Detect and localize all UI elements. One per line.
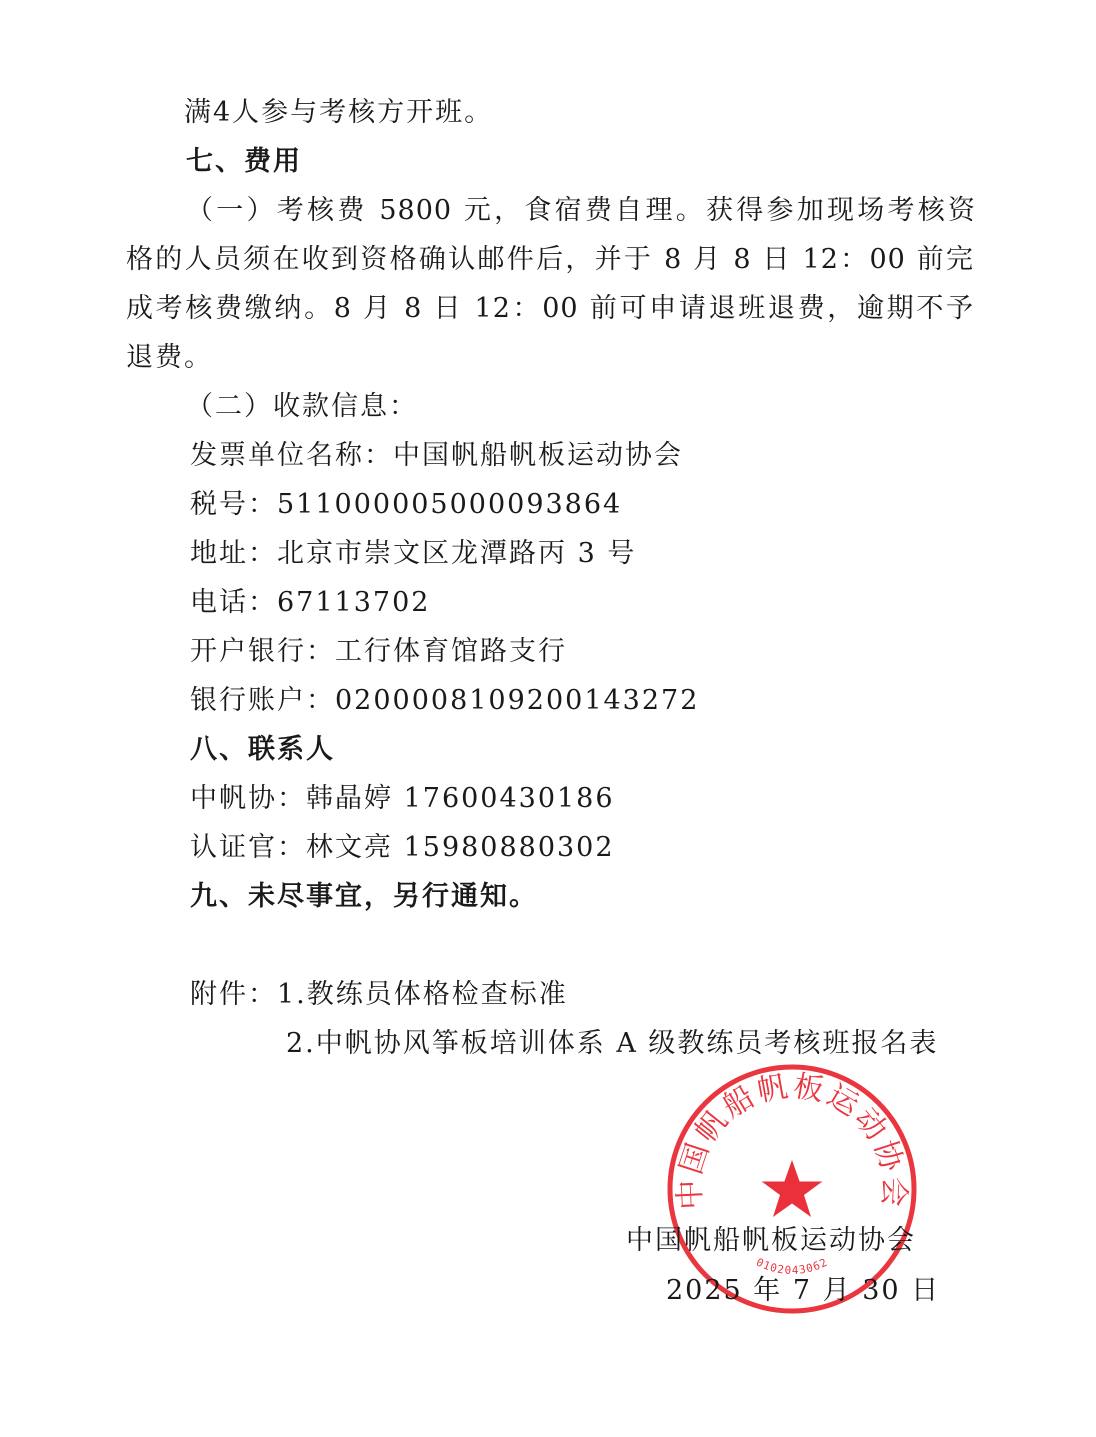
tax-id: 税号：511000005000093864 bbox=[190, 489, 623, 520]
seal-star-icon bbox=[762, 1160, 823, 1217]
signature-organization: 中国帆船帆板运动协会 bbox=[626, 1225, 916, 1256]
signature-date: 2025 年 7 月 30 日 bbox=[666, 1275, 941, 1306]
address: 地址：北京市崇文区龙潭路丙 3 号 bbox=[190, 538, 637, 569]
heading-other-matters: 九、未尽事宜，另行通知。 bbox=[190, 881, 538, 912]
attachment-2: 2.中帆协风筝板培训体系 A 级教练员考核班报名表 bbox=[286, 1028, 939, 1059]
fee-line-2: 格的人员须在收到资格确认邮件后，并于 8 月 8 日 12：00 前完 bbox=[126, 244, 974, 275]
paragraph-opening-tail: 满4人参与考核方开班。 bbox=[184, 97, 494, 128]
fee-line-1: （一）考核费 5800 元，食宿费自理。获得参加现场考核资 bbox=[186, 195, 976, 226]
fee-line-3: 成考核费缴纳。8 月 8 日 12：00 前可申请退班退费，逾期不予 bbox=[126, 293, 974, 324]
contact-certifier: 认证官：林文亮 15980880302 bbox=[190, 832, 615, 863]
bank-account: 银行账户：0200008109200143272 bbox=[190, 685, 700, 716]
heading-contacts: 八、联系人 bbox=[190, 734, 335, 765]
invoice-unit: 发票单位名称：中国帆船帆板运动协会 bbox=[190, 440, 683, 471]
contact-cyxa: 中帆协：韩晶婷 17600430186 bbox=[190, 783, 615, 814]
payment-info-title: （二）收款信息： bbox=[186, 391, 418, 422]
fee-line-4: 退费。 bbox=[126, 342, 213, 373]
attachment-1: 附件：1.教练员体格检查标准 bbox=[190, 979, 568, 1010]
heading-fees: 七、费用 bbox=[186, 146, 302, 177]
seal-code: 0102043062 bbox=[754, 1255, 830, 1278]
seal-arc-text: 中国帆船帆板运动协会 bbox=[672, 1068, 912, 1211]
bank: 开户银行：工行体育馆路支行 bbox=[190, 636, 567, 667]
phone: 电话：67113702 bbox=[190, 587, 431, 618]
